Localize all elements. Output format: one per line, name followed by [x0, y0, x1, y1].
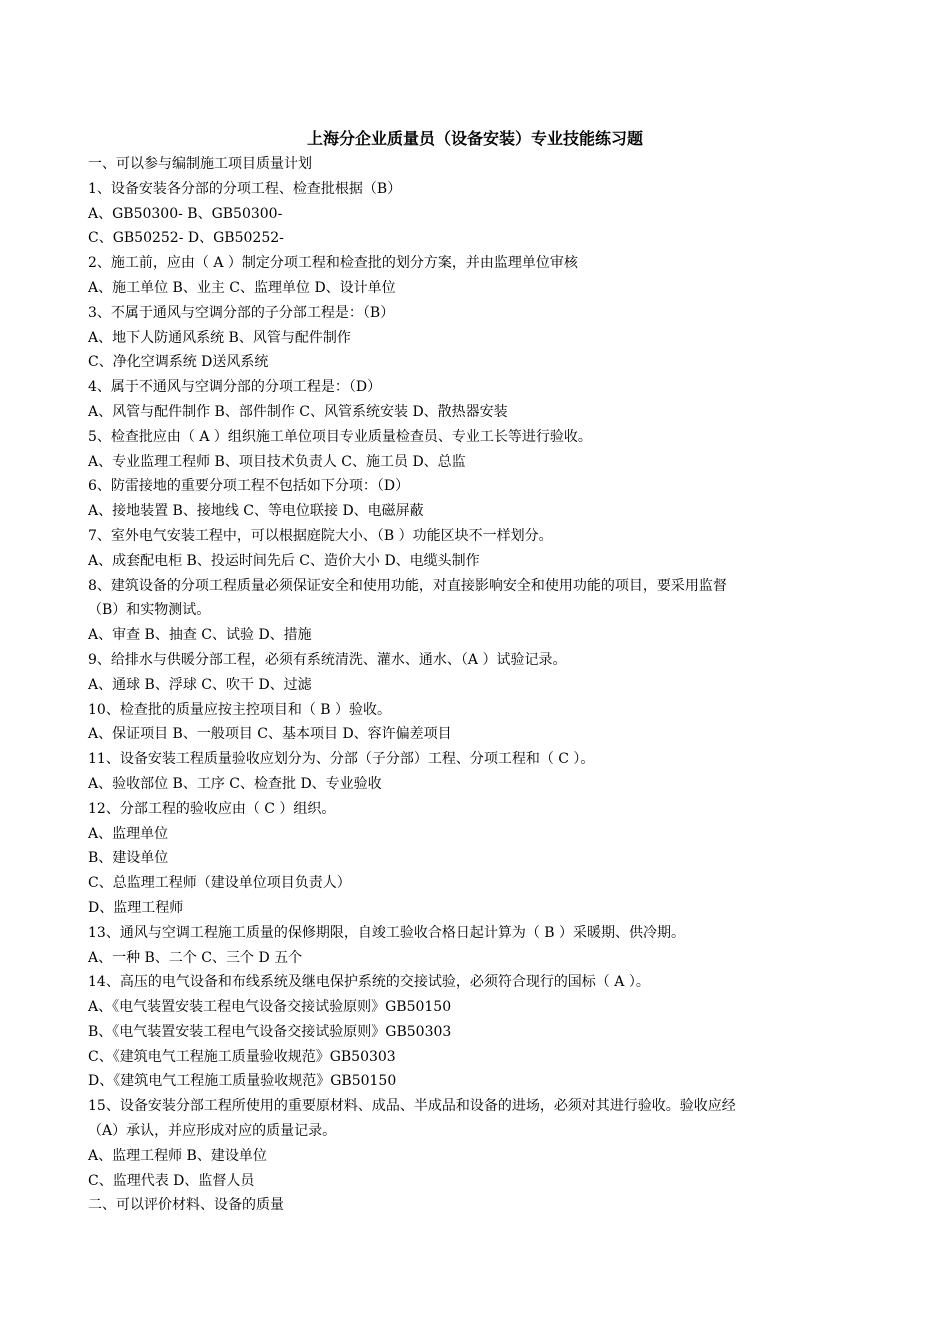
option-line: A、风管与配件制作 B、部件制作 C、风管系统安装 D、散热器安装 [88, 403, 508, 420]
question-line: 11、设备安装工程质量验收应划分为、分部（子分部）工程、分项工程和（ C ）。 [88, 751, 595, 768]
question-line: 9、给排水与供暖分部工程，必须有系统清洗、灌水、通水、（A ）试验记录。 [88, 651, 567, 668]
option-line: A、验收部位 B、工序 C、检查批 D、专业验收 [88, 775, 382, 792]
question-line: 12、分部工程的验收应由（ C ）组织。 [88, 800, 336, 817]
document-title: 上海分企业质量员（设备安装）专业技能练习题 [306, 129, 643, 148]
option-line: A、一种 B、二个 C、三个 D 五个 [88, 949, 303, 966]
option-line: B、《电气装置安装工程电气设备交接试验原则》GB50303 [88, 1023, 452, 1040]
option-line: C、GB50252- D、GB50252- [88, 230, 284, 247]
question-line: 5、检查批应由（ A ）组织施工单位项目专业质量检查员、专业工长等进行验收。 [88, 428, 592, 445]
question-line: 4、属于不通风与空调分部的分项工程是：（D） [88, 379, 382, 396]
question-line: 7、室外电气安装工程中，可以根据庭院大小、（B ）功能区块不一样划分。 [88, 527, 553, 544]
section-heading: 一、可以参与编制施工项目质量计划 [88, 156, 312, 172]
option-line: A、保证项目 B、一般项目 C、基本项目 D、容许偏差项目 [88, 726, 452, 743]
section-heading: 二、可以评价材料、设备的质量 [88, 1197, 284, 1214]
document-body [88, 152, 863, 1218]
question-line: 3、不属于通风与空调分部的子分部工程是：（B） [88, 304, 395, 321]
option-line: C、净化空调系统 D送风系统 [88, 354, 269, 371]
question-line: 14、高压的电气设备和布线系统及继电保护系统的交接试验，必须符合现行的国标（ A ）。 [88, 974, 650, 991]
option-line: C、总监理工程师（建设单位项目负责人） [88, 875, 351, 892]
option-line: A、地下人防通风系统 B、风管与配件制作 [88, 329, 351, 346]
question-line: 6、防雷接地的重要分项工程不包括如下分项：（D） [88, 478, 410, 495]
question-line: 8、建筑设备的分项工程质量必须保证安全和使用功能，对直接影响安全和使用功能的项目，要采用监督 [88, 577, 727, 594]
question-line: 2、施工前，应由（ A ）制定分项工程和检查批的划分方案，并由监理单位审核 [88, 255, 578, 272]
option-line: A、成套配电柜 B、投运时间先后 C、造价大小 D、电缆头制作 [88, 552, 480, 569]
option-line: C、监理代表 D、监督人员 [88, 1172, 255, 1189]
option-line: A、施工单位 B、业主 C、监理单位 D、设计单位 [88, 279, 396, 296]
question-line: 15、设备安装分部工程所使用的重要原材料、成品、半成品和设备的进场，必须对其进行验收。验收应经 [88, 1098, 736, 1115]
question-line-continued: （A）承认，并应形成对应的质量记录。 [88, 1123, 337, 1140]
question-line-continued: （B）和实物测试。 [88, 602, 211, 619]
option-line: A、接地装置 B、接地线 C、等电位联接 D、电磁屏蔽 [88, 503, 424, 520]
question-line: 1、设备安装各分部的分项工程、检查批根据（B） [88, 180, 402, 197]
question-line: 13、通风与空调工程施工质量的保修期限，自竣工验收合格日起计算为（ B ）采暖期、供冷期。 [88, 924, 686, 941]
option-line: A、审查 B、抽查 C、试验 D、措施 [88, 627, 312, 644]
option-line: A、GB50300- B、GB50300- [88, 205, 283, 222]
option-line: A、监理工程师 B、建设单位 [88, 1147, 267, 1164]
question-line: 10、检查批的质量应按主控项目和（ B ）验收。 [88, 701, 392, 718]
option-line: D、监理工程师 [88, 899, 184, 916]
option-line: A、监理单位 [88, 825, 169, 842]
option-line: C、《建筑电气工程施工质量验收规范》GB50303 [88, 1048, 396, 1065]
option-line: D、《建筑电气工程施工质量验收规范》GB50150 [88, 1073, 397, 1090]
option-line: B、建设单位 [88, 850, 169, 867]
option-line: A、《电气装置安装工程电气设备交接试验原则》GB50150 [88, 999, 452, 1016]
option-line: A、专业监理工程师 B、项目技术负责人 C、施工员 D、总监 [88, 453, 466, 470]
option-line: A、通球 B、浮球 C、吹干 D、过滤 [88, 676, 312, 693]
